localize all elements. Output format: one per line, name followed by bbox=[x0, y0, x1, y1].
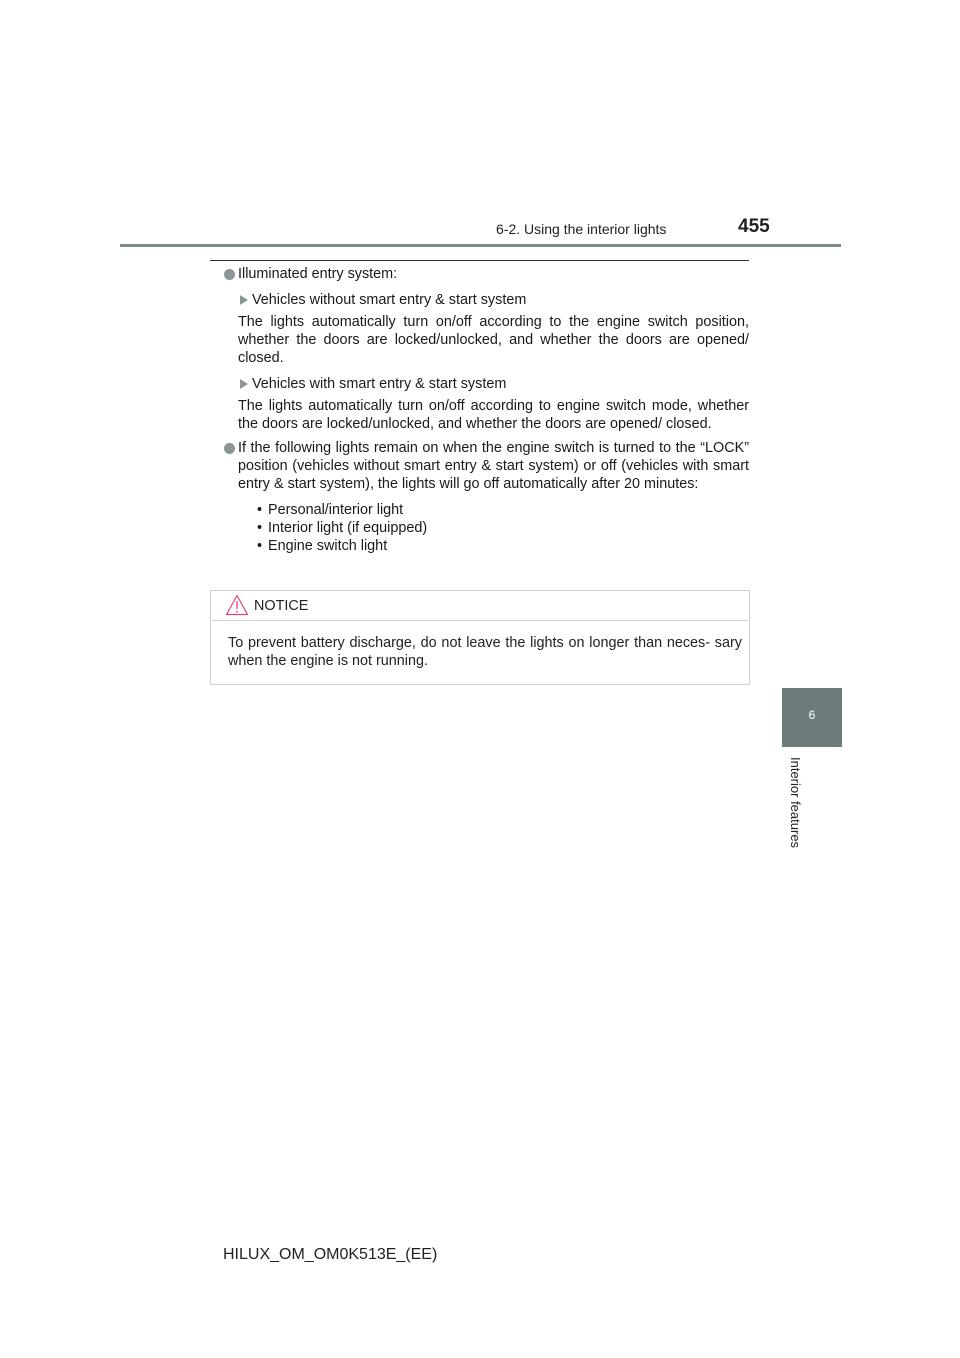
bullet-auto-off bbox=[221, 439, 749, 555]
notice-text: To prevent battery discharge, do not leave the lights on longer than neces- sary when the engine is not running. bbox=[228, 635, 742, 669]
subsection-text: The lights automatically turn on/off according to the engine switch position, whether the doors are locked/unlocked, and whether the doors are opened/ closed. bbox=[238, 314, 749, 366]
main-content bbox=[221, 265, 749, 561]
chapter-title: Interior features bbox=[788, 757, 803, 849]
list-item: • Interior light (if equipped) bbox=[255, 519, 749, 537]
page-number: 455 bbox=[738, 216, 770, 237]
list-item: • Engine switch light bbox=[255, 537, 749, 555]
arrow-right-icon bbox=[240, 379, 248, 389]
round-bullet-icon bbox=[224, 269, 235, 280]
notice-title: NOTICE bbox=[254, 598, 309, 614]
bullet-title: Illuminated entry system: bbox=[238, 266, 398, 282]
list-item: • Personal/interior light bbox=[255, 501, 749, 519]
notice-box bbox=[210, 590, 750, 685]
document-code: HILUX_OM_OM0K513E_(EE) bbox=[223, 1246, 438, 1263]
notice-header bbox=[211, 591, 749, 621]
chapter-tab[interactable] bbox=[782, 688, 842, 747]
content-divider bbox=[210, 260, 749, 261]
subsection-title: Vehicles without smart entry & start system bbox=[252, 292, 527, 308]
lights-list bbox=[238, 501, 749, 555]
warning-icon bbox=[225, 594, 249, 616]
bullet-text: If the following lights remain on when the engine switch is turned to the “LOCK” position (vehicles without smart entry & start system) or off (vehicles with smart entry & start system), the lights will go off automatically after 20 minutes: bbox=[238, 440, 749, 492]
subsection-text: The lights automatically turn on/off according to engine switch mode, whether the doors are locked/unlocked, and whether the doors are opened/ closed. bbox=[238, 398, 749, 432]
subsection-with-smart-entry bbox=[221, 375, 749, 393]
section-title: 6-2. Using the interior lights bbox=[496, 221, 667, 237]
bullet-illuminated-entry bbox=[221, 265, 749, 283]
arrow-right-icon bbox=[240, 295, 248, 305]
chapter-number: 6 bbox=[808, 708, 816, 722]
subsection-without-smart-entry bbox=[221, 291, 749, 309]
round-bullet-icon bbox=[224, 443, 235, 454]
header-divider bbox=[120, 244, 841, 247]
subsection-title: Vehicles with smart entry & start system bbox=[252, 376, 507, 392]
